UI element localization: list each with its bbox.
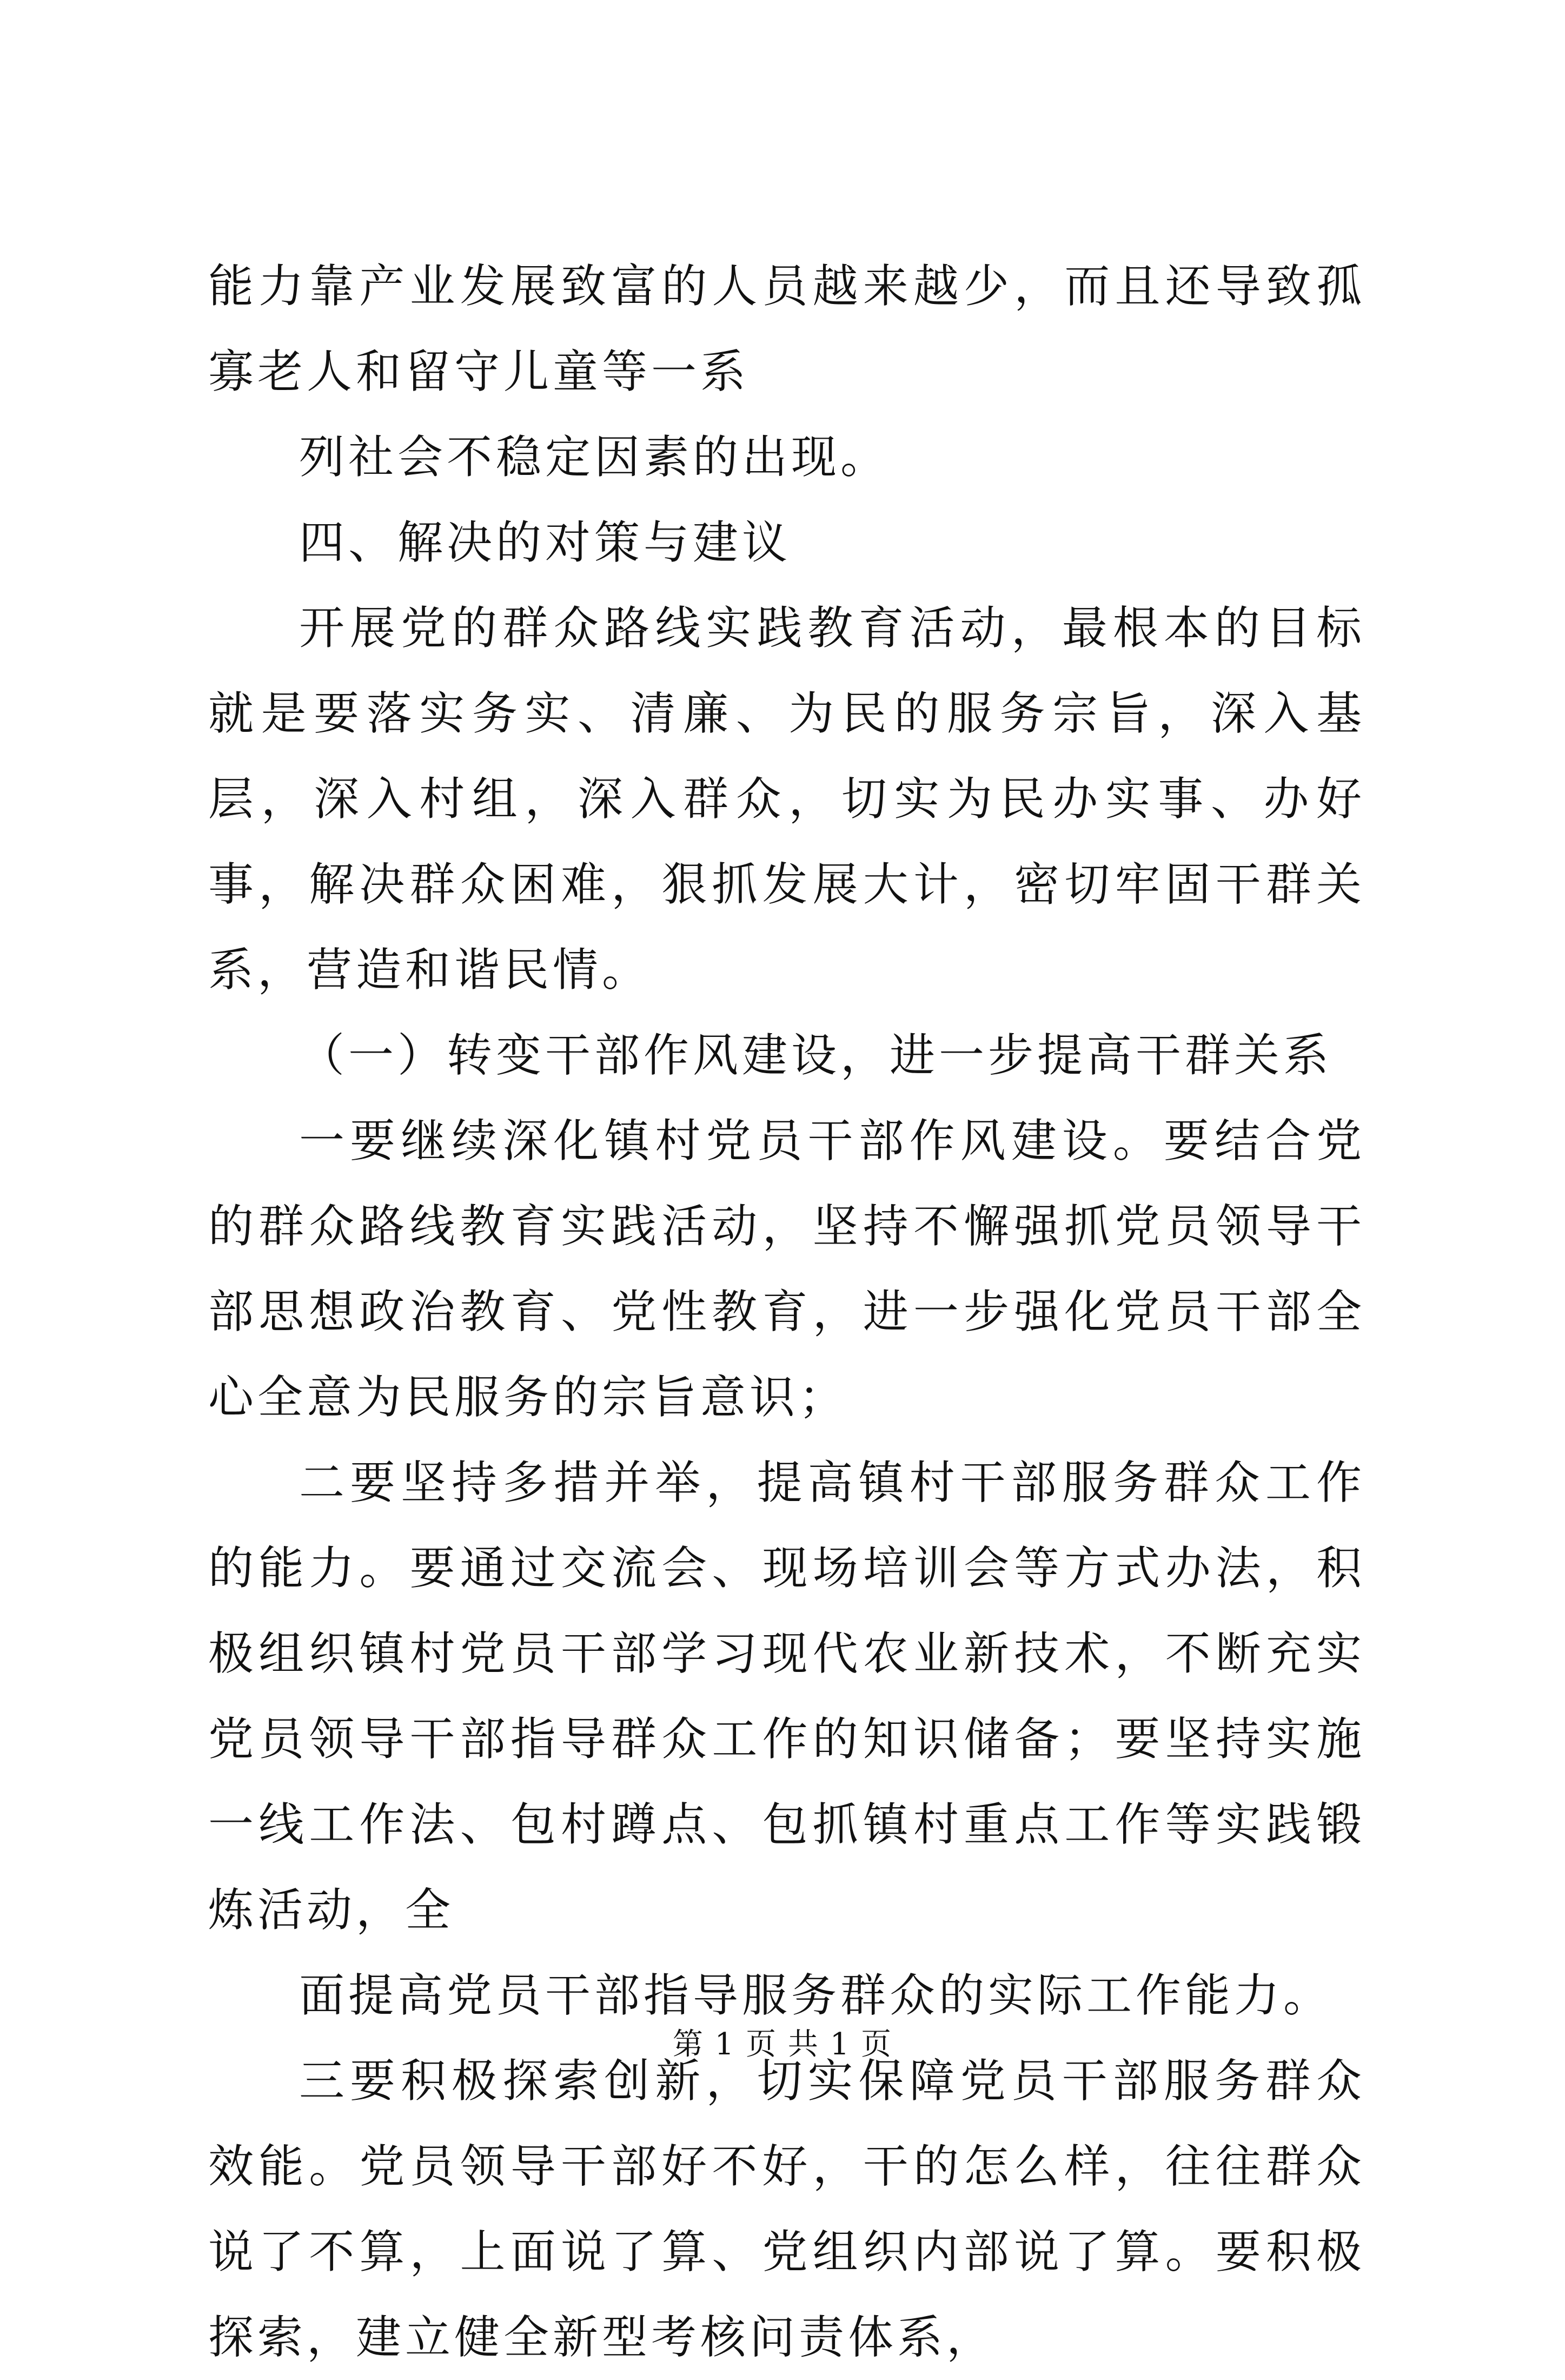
subsection-heading-1: （一）转变干部作风建设，进一步提高干群关系 [299, 1029, 1333, 1082]
paragraph-7: 三要积极探索创新，切实保障党员干部服务群众效能。党员领导干部好不好，干的怎么样，往往群众说了不算，上面说了算、党组织内部说了算。要积极探索，建立健全新型考核问责体系， [208, 2054, 1365, 2364]
paragraph-2: 列社会不稳定因素的出现。 [299, 431, 890, 484]
paragraph-4: 一要继续深化镇村党员干部作风建设。要结合党的群众路线教育实践活动，坚持不懈强抓党员领导干部思想政治教育、党性教育，进一步强化党员干部全心全意为民服务的宗旨意识； [208, 1114, 1365, 1424]
paragraph-1: 能力靠产业发展致富的人员越来越少，而且还导致孤寡老人和留守儿童等一系 [208, 260, 1365, 398]
paragraph-6: 面提高党员干部指导服务群众的实际工作能力。 [299, 1969, 1333, 2022]
section-heading-4: 四、解决的对策与建议 [299, 516, 792, 569]
page-footer: 第 1 页 共 1 页 [672, 2027, 893, 2062]
paragraph-3: 开展党的群众路线实践教育活动，最根本的目标就是要落实务实、清廉、为民的服务宗旨，深入基层，深入村组，深入群众，切实为民办实事、办好事，解决群众困难，狠抓发展大计，密切牢固干群关系，营造和谐民情。 [208, 601, 1365, 996]
paragraph-5: 二要坚持多措并举，提高镇村干部服务群众工作的能力。要通过交流会、现场培训会等方式办法，积极组织镇村党员干部学习现代农业新技术，不断充实党员领导干部指导群众工作的知识储备；要坚持实施一线工作法、包村蹲点、包抓镇村重点工作等实践锻炼活动，全 [208, 1456, 1365, 1936]
